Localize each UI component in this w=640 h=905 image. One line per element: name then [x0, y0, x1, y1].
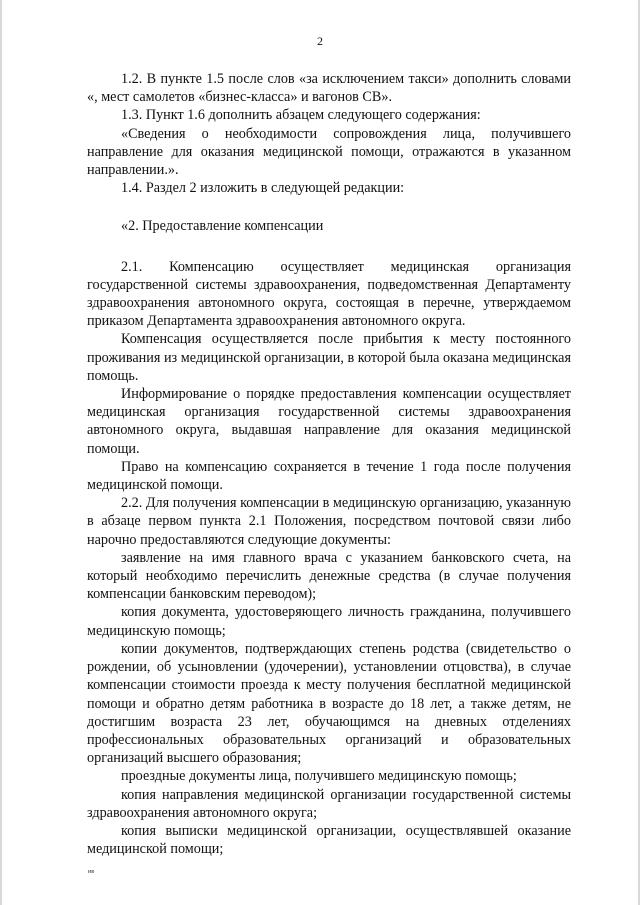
section-2-heading: «2. Предоставление компенсации [121, 218, 324, 235]
page-edge-left [0, 0, 2, 905]
paragraph-informing: Информирование о порядке предоставления компенсации осуществляет медицинская организация государственной системы здравоохранения автономного округа, выдавшая направление для оказания медицинской помощи. [87, 386, 571, 457]
list-item-referral-copy: копия направления медицинской организации государственной системы здравоохранения автономного округа; [87, 786, 571, 821]
paragraph-2-1: 2.1. Компенсацию осуществляет медицинская организация государственной системы здравоохранения, подведомственная Департаменту здравоохранения автономного округа, состоящая в перечне, утверждаемом приказом Департамента здравоохранения автономного округа. [87, 258, 571, 330]
paragraph-1-3: 1.3. Пункт 1.6 дополнить абзацем следующего содержания: [121, 107, 481, 124]
list-item-travel-docs: проездные документы лица, получившего медицинскую помощь; [121, 768, 517, 785]
paragraph-quote-info: «Сведения о необходимости сопровождения лица, получившего направление для оказания медицинской помощи, отражаются в указанном направлении.». [87, 125, 571, 179]
list-item-application: заявление на имя главного врача с указанием банковского счета, на который необходимо перечислить денежные средства (в случае получения компенсации банковским переводом); [87, 549, 571, 603]
footer-code: нв [88, 869, 95, 875]
paragraph-1-2: 1.2. В пункте 1.5 после слов «за исключением такси» дополнить словами «, мест самолетов «бизнес-класса» и вагонов СВ». [87, 71, 571, 106]
paragraph-2-2: 2.2. Для получения компенсации в медицинскую организацию, указанную в абзаце первом пункта 2.1 Положения, посредством почтовой связи либо нарочно предоставляются следующие документы: [87, 495, 571, 548]
page-number: 2 [317, 34, 323, 48]
paragraph-right-retention: Право на компенсацию сохраняется в течение 1 года после получения медицинской помощи. [87, 458, 571, 494]
list-item-id-copy: копия документа, удостоверяющего личность гражданина, получившего медицинскую помощь; [87, 604, 571, 639]
paragraph-compensation-timing: Компенсация осуществляется после прибытия к месту постоянного проживания из медицинской организации, в которой была оказана медицинская помощь. [87, 331, 571, 384]
document-body [87, 70, 571, 858]
paragraph-1-4: 1.4. Раздел 2 изложить в следующей редакции: [121, 180, 405, 197]
list-item-kinship-docs: копии документов, подтверждающих степень родства (свидетельство о рождении, об усыновлении (удочерении), установлении отцовства), в случае компенсации стоимости проезда к месту получения бесплатной медицинской помощи и обратно детям работника в возрасте до 18 лет, а также детям, не достигшим возраста 23 лет, обучающимся на дневных отделениях профессиональных образовательных организаций и образовательных организаций высшего образования; [87, 640, 571, 767]
list-item-discharge-copy: копия выписки медицинской организации, осуществлявшей оказание медицинской помощи; [87, 822, 571, 858]
